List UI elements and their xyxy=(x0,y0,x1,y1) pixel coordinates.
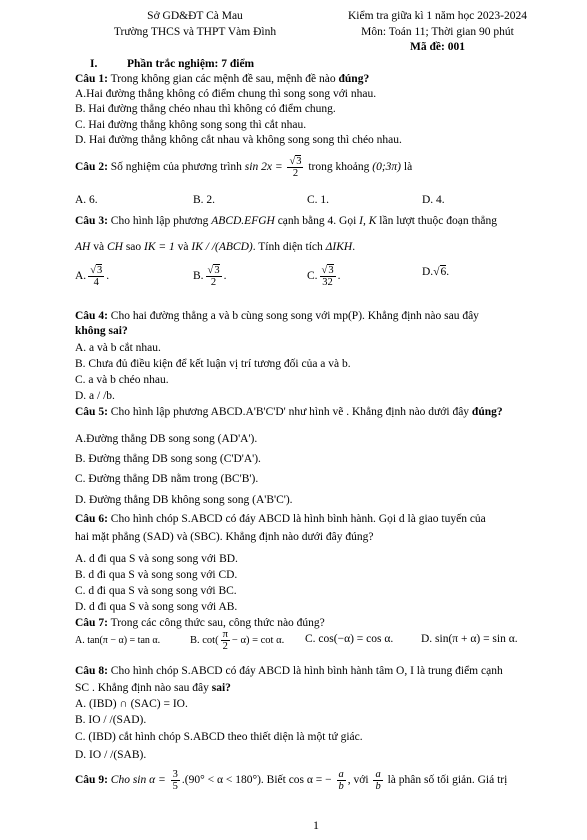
q6-option-c: C. d đi qua S và song song với BC. xyxy=(75,585,237,597)
question-7: Câu 7: Trong các công thức sau, công thức nào đúng? xyxy=(75,617,325,629)
q1-option-c: C. Hai đường thẳng không song song thì cắt nhau. xyxy=(75,119,307,131)
q2-fraction: $\frac{√3}{2}$ xyxy=(289,156,302,180)
q7-option-b: B. cot( $\frac{\pi}{2}$ − α) = cot α. xyxy=(190,629,285,653)
question-3-line2: AH và CH sao IK = 1 và IK / /(ABCD). Tính diện tích ΔIKH. xyxy=(75,241,356,253)
q1-option-d: D. Hai đường thẳng không cắt nhau và không song song thì chéo nhau. xyxy=(75,134,402,146)
q4-option-d: D. a / /b. xyxy=(75,390,115,402)
q3-option-c: C. $\frac{√3}{32}$ . xyxy=(307,265,341,289)
q5-option-a: A.Đường thẳng DB song song (AD'A'). xyxy=(75,433,258,445)
q4-option-b: B. Chưa đủ điều kiện để kết luận vị trí tương đối của a và b. xyxy=(75,358,351,370)
q4-option-a: A. a và b cắt nhau. xyxy=(75,342,161,354)
q5-option-c: C. Đường thẳng DB nằm trong (BC'B'). xyxy=(75,473,259,485)
question-6: Câu 6: Cho hình chóp S.ABCD có đáy ABCD là hình bình hành. Gọi d là giao tuyến của xyxy=(75,513,486,525)
section-number: I. xyxy=(90,58,98,70)
q7-option-a: A. tan(π − α) = tan α. xyxy=(75,635,161,646)
q6-option-d: D. d đi qua S và song song với AB. xyxy=(75,601,238,613)
q5-option-d: D. Đường thẳng DB không song song (A'B'C'). xyxy=(75,494,293,506)
q7-option-d: D. sin(π + α) = sin α. xyxy=(421,633,518,645)
question-5: Câu 5: Cho hình lập phương ABCD.A'B'C'D' như hình vẽ . Khẳng định nào dưới đây đúng? xyxy=(75,406,503,418)
dept-name: Sở GD&ĐT Cà Mau xyxy=(147,10,243,22)
exam-title: Kiểm tra giữa kì 1 năm học 2023-2024 xyxy=(347,10,527,22)
q2-option-c: C. 1. xyxy=(307,194,330,206)
q3-option-a: A. $\frac{√3}{4}$ . xyxy=(75,265,110,289)
question-2: Câu 2: Số nghiệm của phương trình sin 2x = $\frac{√3}{2}$ trong khoảng (0;3π) là xyxy=(75,156,413,180)
q3-option-d: D.√6. xyxy=(422,266,450,278)
question-8: Câu 8: Cho hình chóp S.ABCD có đáy ABCD là hình bình hành tâm O, I là trung điểm cạnh xyxy=(75,665,503,677)
question-3-line1: Câu 3: Cho hình lập phương ABCD.EFGH cạnh bằng 4. Gọi I, K lần lượt thuộc đoạn thẳng xyxy=(75,215,497,227)
question-9: Câu 9: Cho sin α = $\frac{3}{5}$ .(90° < α < 180°). Biết cos α = − $\frac{a}{b}$ , với $\frac{a}{b}$ là phân số tối giản. Giá trị xyxy=(75,769,508,793)
question-6-line2: hai mặt phẳng (SAD) và (SBC). Khẳng định nào dưới đây đúng? xyxy=(75,531,374,543)
question-1: Câu 1: Trong không gian các mệnh đề sau, mệnh đề nào đúng? xyxy=(75,73,370,85)
question-4-line2: không sai? xyxy=(75,325,128,337)
q4-option-c: C. a và b chéo nhau. xyxy=(75,374,169,386)
q7-option-c: C. cos(−α) = cos α. xyxy=(305,633,394,645)
exam-code: Mã đề: 001 xyxy=(410,41,465,53)
q8-option-c: C. (IBD) cắt hình chóp S.ABCD theo thiết diện là một tứ giác. xyxy=(75,731,363,743)
q5-option-b: B. Đường thẳng DB song song (C'D'A'). xyxy=(75,453,261,465)
q6-option-a: A. d đi qua S và song song với BD. xyxy=(75,553,238,565)
page-number: 1 xyxy=(313,818,319,832)
q1-option-b: B. Hai đường thẳng chéo nhau thì không có điểm chung. xyxy=(75,103,336,115)
exam-subject: Môn: Toán 11; Thời gian 90 phút xyxy=(361,26,514,38)
q8-option-d: D. IO / /(SAB). xyxy=(75,749,147,761)
school-name: Trường THCS và THPT Vàm Đình xyxy=(113,26,277,38)
question-8-line2: SC . Khẳng định nào sau đây sai? xyxy=(75,682,231,694)
q2-option-b: B. 2. xyxy=(193,194,216,206)
q3-option-b: B. $\frac{√3}{2}$ . xyxy=(193,265,227,289)
question-4: Câu 4: Cho hai đường thẳng a và b cùng song song với mp(P). Khẳng định nào sau đây xyxy=(75,310,479,322)
q1-option-a: A.Hai đường thẳng không có điểm chung thì song song với nhau. xyxy=(75,88,377,100)
q6-option-b: B. d đi qua S và song song với CD. xyxy=(75,569,238,581)
q2-option-a: A. 6. xyxy=(75,194,98,206)
section-title: Phần trắc nghiệm: 7 điểm xyxy=(127,58,255,70)
q8-option-b: B. IO / /(SAD). xyxy=(75,714,147,726)
q8-option-a: A. (IBD) ∩ (SAC) = IO. xyxy=(75,698,188,710)
q2-option-d: D. 4. xyxy=(422,194,445,206)
